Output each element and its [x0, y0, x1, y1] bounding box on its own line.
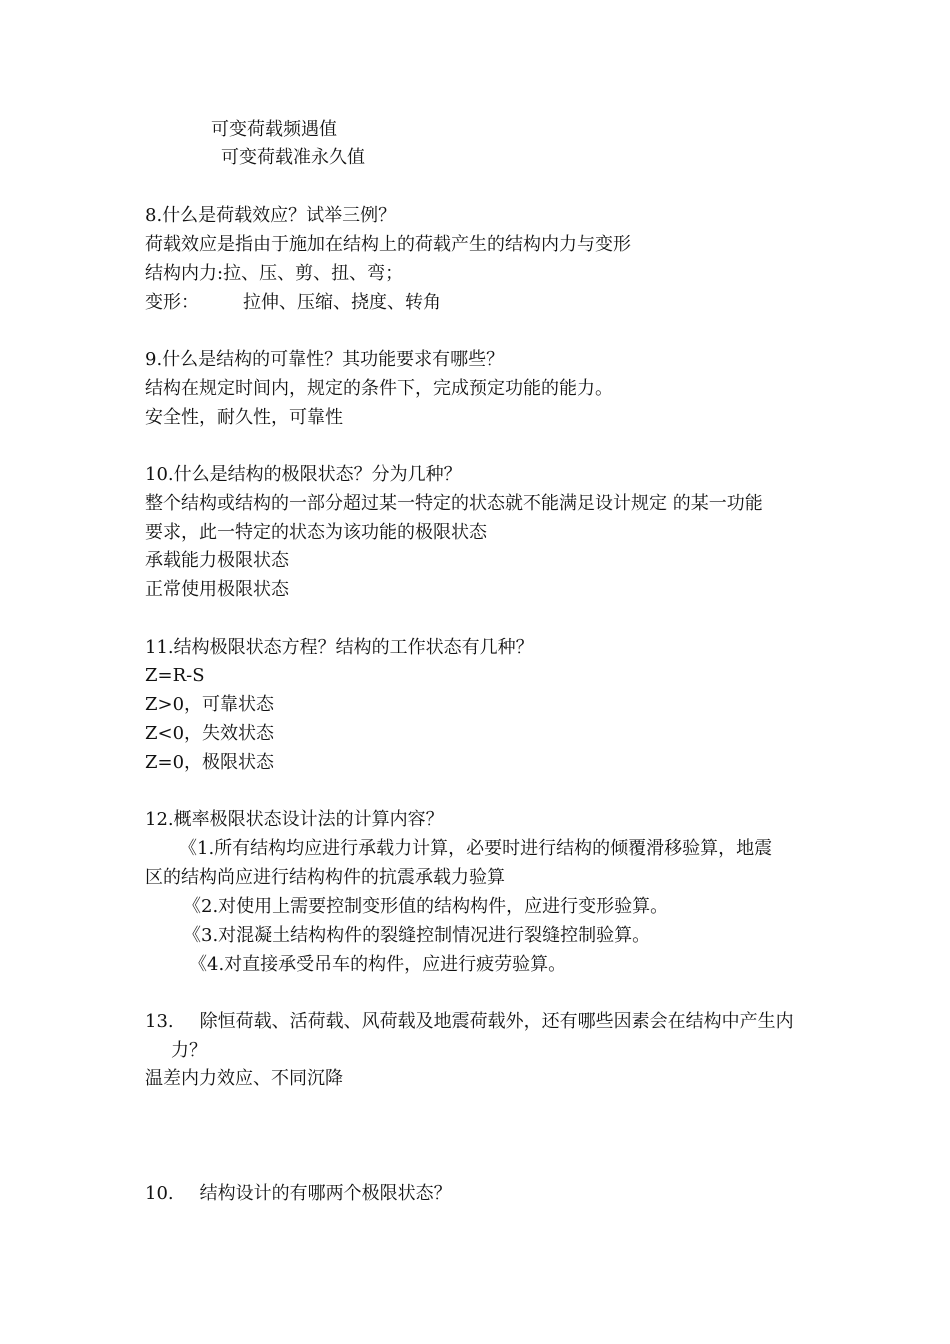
question-heading: 8.什么是荷载效应？试举三例？	[145, 205, 397, 226]
text-line: 正常使用极限状态	[145, 579, 289, 600]
text-line: Z>0，可靠状态	[145, 694, 275, 715]
text-line: 可变荷载频遇值	[211, 119, 337, 140]
question-heading: 9.什么是结构的可靠性？其功能要求有哪些？	[145, 349, 505, 370]
question-heading: 10.什么是结构的极限状态？分为几种？	[145, 464, 462, 485]
question-number: 13.	[145, 1011, 174, 1032]
text-line: 要求，此一特定的状态为该功能的极限状态	[145, 522, 487, 543]
text-value: 拉伸、压缩、挠度、转角	[243, 292, 441, 313]
text-line: 承载能力极限状态	[145, 550, 289, 571]
question-text: 结构设计的有哪两个极限状态？	[199, 1183, 452, 1204]
text-line: 结构内力:拉、压、剪、扭、弯；	[145, 263, 404, 284]
text-line: 整个结构或结构的一部分超过某一特定的状态就不能满足设计规定 的某一功能	[145, 493, 763, 514]
text-line: 《4.对直接承受吊车的构件，应进行疲劳验算。	[189, 954, 567, 975]
question-heading	[145, 1010, 794, 1034]
text-line: 荷载效应是指由于施加在结构上的荷载产生的结构内力与变形	[145, 234, 631, 255]
text-line	[145, 291, 441, 315]
text-line: Z<0，失效状态	[145, 723, 275, 744]
question-heading: 12.概率极限状态设计法的计算内容？	[145, 809, 444, 830]
formula-line: Z=R-S	[145, 665, 205, 686]
text-line: 安全性，耐久性，可靠性	[145, 407, 343, 428]
text-line: 力？	[171, 1040, 207, 1061]
question-text: 除恒荷载、活荷载、风荷载及地震荷载外，还有哪些因素会在结构中产生内	[199, 1011, 794, 1032]
question-heading: 11.结构极限状态方程？结构的工作状态有几种？	[145, 637, 534, 658]
text-line: 结构在规定时间内，规定的条件下，完成预定功能的能力。	[145, 378, 613, 399]
text-label: 变形：	[145, 292, 199, 313]
text-line: 可变荷载准永久值	[221, 147, 365, 168]
question-heading	[145, 1182, 452, 1206]
text-line: 《2.对使用上需要控制变形值的结构构件，应进行变形验算。	[183, 896, 669, 917]
text-line: 《1.所有结构均应进行承载力计算，必要时进行结构的倾覆滑移验算，地震	[179, 838, 773, 859]
text-line: Z=0，极限状态	[145, 752, 275, 773]
text-line: 区的结构尚应进行结构构件的抗震承载力验算	[145, 867, 505, 888]
question-number: 10.	[145, 1183, 174, 1204]
text-line: 《3.对混凝土结构构件的裂缝控制情况进行裂缝控制验算。	[183, 925, 651, 946]
text-line: 温差内力效应、不同沉降	[145, 1068, 343, 1089]
